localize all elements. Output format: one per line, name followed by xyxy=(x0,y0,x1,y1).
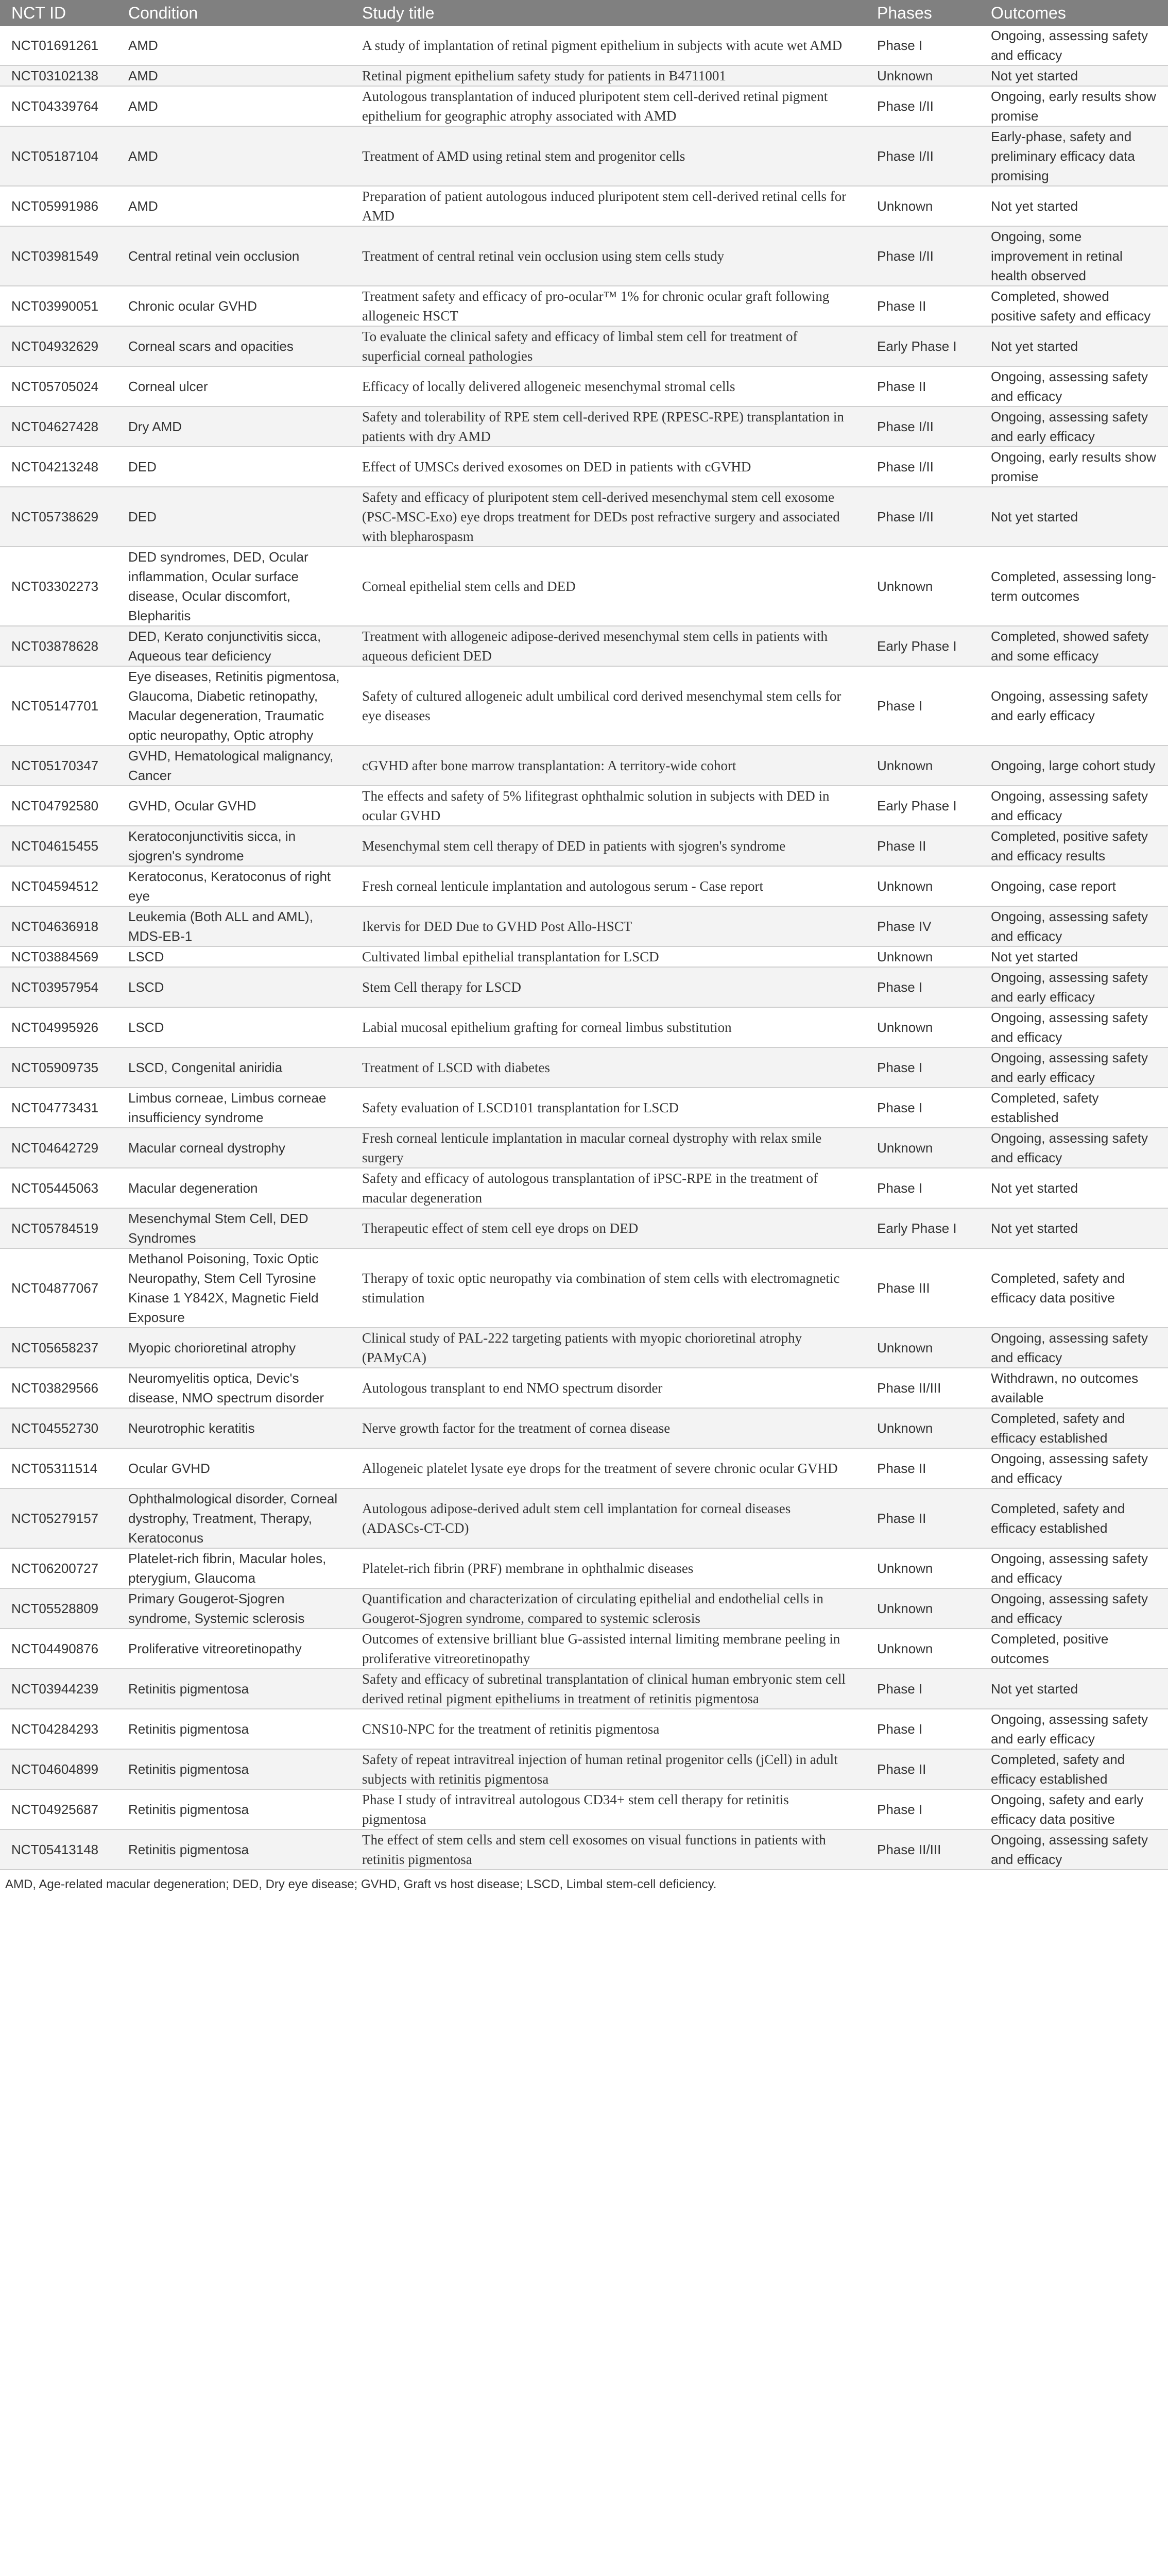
cell-study-title: Safety of cultured allogeneic adult umbilical cord derived mesenchymal stem cells for eye diseases xyxy=(351,666,866,745)
cell-nct-id: NCT05705024 xyxy=(0,366,117,406)
table-row xyxy=(0,1168,1168,1208)
cell-condition: Retinitis pigmentosa xyxy=(117,1749,351,1789)
cell-study-title: Effect of UMSCs derived exosomes on DED in patients with cGVHD xyxy=(351,447,866,487)
cell-outcomes: Completed, showed safety and some efficacy xyxy=(980,626,1168,666)
cell-condition: Neuromyelitis optica, Devic's disease, NMO spectrum disorder xyxy=(117,1368,351,1408)
cell-condition: Corneal ulcer xyxy=(117,366,351,406)
cell-study-title: Safety of repeat intravitreal injection of human retinal progenitor cells (jCell) in adult subjects with retinitis pigmentosa xyxy=(351,1749,866,1789)
cell-condition: Dry AMD xyxy=(117,406,351,447)
table-row xyxy=(0,186,1168,226)
cell-nct-id: NCT05738629 xyxy=(0,487,117,547)
cell-study-title: Treatment of AMD using retinal stem and progenitor cells xyxy=(351,126,866,186)
cell-outcomes: Ongoing, early results show promise xyxy=(980,86,1168,126)
cell-outcomes: Not yet started xyxy=(980,1669,1168,1709)
cell-outcomes: Completed, safety and efficacy established xyxy=(980,1408,1168,1448)
cell-condition: GVHD, Hematological malignancy, Cancer xyxy=(117,745,351,786)
cell-phases: Phase II xyxy=(866,286,980,326)
table-row xyxy=(0,1448,1168,1488)
table-row xyxy=(0,447,1168,487)
cell-condition: Mesenchymal Stem Cell, DED Syndromes xyxy=(117,1208,351,1248)
cell-study-title: cGVHD after bone marrow transplantation: A territory-wide cohort xyxy=(351,745,866,786)
cell-study-title: Therapeutic effect of stem cell eye drops on DED xyxy=(351,1208,866,1248)
header-phases: Phases xyxy=(866,0,980,26)
cell-outcomes: Ongoing, assessing safety and efficacy xyxy=(980,366,1168,406)
cell-nct-id: NCT04552730 xyxy=(0,1408,117,1448)
cell-outcomes: Ongoing, assessing safety and early efficacy xyxy=(980,1709,1168,1749)
cell-outcomes: Not yet started xyxy=(980,487,1168,547)
cell-outcomes: Ongoing, early results show promise xyxy=(980,447,1168,487)
cell-condition: Myopic chorioretinal atrophy xyxy=(117,1328,351,1368)
cell-phases: Phase I/II xyxy=(866,86,980,126)
cell-outcomes: Not yet started xyxy=(980,186,1168,226)
cell-study-title: Retinal pigment epithelium safety study for patients in B4711001 xyxy=(351,65,866,86)
cell-study-title: Treatment of LSCD with diabetes xyxy=(351,1047,866,1088)
cell-phases: Phase II xyxy=(866,1488,980,1548)
cell-condition: LSCD, Congenital aniridia xyxy=(117,1047,351,1088)
table-row xyxy=(0,1669,1168,1709)
cell-nct-id: NCT03102138 xyxy=(0,65,117,86)
cell-study-title: Treatment of central retinal vein occlusion using stem cells study xyxy=(351,226,866,286)
cell-study-title: A study of implantation of retinal pigment epithelium in subjects with acute wet AMD xyxy=(351,26,866,65)
cell-outcomes: Completed, positive outcomes xyxy=(980,1629,1168,1669)
cell-phases: Phase I xyxy=(866,1709,980,1749)
table-row xyxy=(0,626,1168,666)
cell-phases: Phase I xyxy=(866,26,980,65)
table-row xyxy=(0,786,1168,826)
table-row xyxy=(0,1208,1168,1248)
table-row xyxy=(0,1128,1168,1168)
cell-nct-id: NCT04642729 xyxy=(0,1128,117,1168)
cell-condition: LSCD xyxy=(117,946,351,967)
cell-nct-id: NCT05991986 xyxy=(0,186,117,226)
cell-outcomes: Completed, safety established xyxy=(980,1088,1168,1128)
cell-phases: Phase I/II xyxy=(866,226,980,286)
cell-nct-id: NCT03981549 xyxy=(0,226,117,286)
cell-nct-id: NCT03944239 xyxy=(0,1669,117,1709)
cell-study-title: Mesenchymal stem cell therapy of DED in patients with sjogren's syndrome xyxy=(351,826,866,866)
cell-condition: Keratoconjunctivitis sicca, in sjogren's syndrome xyxy=(117,826,351,866)
cell-outcomes: Not yet started xyxy=(980,1168,1168,1208)
cell-nct-id: NCT05658237 xyxy=(0,1328,117,1368)
table-row xyxy=(0,946,1168,967)
header-nct-id: NCT ID xyxy=(0,0,117,26)
cell-outcomes: Ongoing, assessing safety and early efficacy xyxy=(980,1047,1168,1088)
cell-outcomes: Ongoing, assessing safety and efficacy xyxy=(980,26,1168,65)
cell-phases: Unknown xyxy=(866,946,980,967)
cell-condition: Retinitis pigmentosa xyxy=(117,1669,351,1709)
table-header xyxy=(0,0,1168,26)
cell-study-title: The effects and safety of 5% lifitegrast ophthalmic solution in subjects with DED in ocular GVHD xyxy=(351,786,866,826)
table-row xyxy=(0,26,1168,65)
cell-nct-id: NCT05187104 xyxy=(0,126,117,186)
cell-condition: Chronic ocular GVHD xyxy=(117,286,351,326)
cell-outcomes: Ongoing, case report xyxy=(980,866,1168,906)
table-row xyxy=(0,1588,1168,1629)
cell-condition: Methanol Poisoning, Toxic Optic Neuropathy, Stem Cell Tyrosine Kinase 1 Y842X, Magnetic Field Exposure xyxy=(117,1248,351,1328)
cell-outcomes: Ongoing, safety and early efficacy data positive xyxy=(980,1789,1168,1829)
cell-condition: AMD xyxy=(117,86,351,126)
cell-condition: DED xyxy=(117,487,351,547)
table-row xyxy=(0,1629,1168,1669)
cell-phases: Unknown xyxy=(866,547,980,626)
cell-condition: Leukemia (Both ALL and AML), MDS-EB-1 xyxy=(117,906,351,946)
cell-outcomes: Ongoing, some improvement in retinal health observed xyxy=(980,226,1168,286)
cell-phases: Phase I/II xyxy=(866,406,980,447)
cell-condition: Retinitis pigmentosa xyxy=(117,1709,351,1749)
cell-study-title: Platelet-rich fibrin (PRF) membrane in ophthalmic diseases xyxy=(351,1548,866,1588)
cell-nct-id: NCT05311514 xyxy=(0,1448,117,1488)
cell-nct-id: NCT03302273 xyxy=(0,547,117,626)
cell-study-title: Stem Cell therapy for LSCD xyxy=(351,967,866,1007)
cell-study-title: Quantification and characterization of circulating epithelial and endothelial cells in Gougerot-Sjogren syndrome, compared to systemic sclerosis xyxy=(351,1588,866,1629)
cell-phases: Phase II xyxy=(866,826,980,866)
table-row xyxy=(0,1088,1168,1128)
header-study-title: Study title xyxy=(351,0,866,26)
cell-study-title: Fresh corneal lenticule implantation in macular corneal dystrophy with relax smile surgery xyxy=(351,1128,866,1168)
cell-phases: Unknown xyxy=(866,1007,980,1047)
cell-study-title: Safety and efficacy of subretinal transplantation of clinical human embryonic stem cell derived retinal pigment epitheliums in treatment of retinitis pigmentosa xyxy=(351,1669,866,1709)
cell-nct-id: NCT04773431 xyxy=(0,1088,117,1128)
cell-nct-id: NCT03878628 xyxy=(0,626,117,666)
cell-study-title: Safety and efficacy of pluripotent stem cell-derived mesenchymal stem cell exosome (PSC-MSC-Exo) eye drops treatment for DEDs post refractive surgery and associated with blepharospasm xyxy=(351,487,866,547)
cell-outcomes: Ongoing, assessing safety and efficacy xyxy=(980,1829,1168,1870)
table-row xyxy=(0,326,1168,366)
cell-phases: Phase II xyxy=(866,1448,980,1488)
cell-outcomes: Not yet started xyxy=(980,326,1168,366)
cell-nct-id: NCT03957954 xyxy=(0,967,117,1007)
cell-outcomes: Completed, safety and efficacy established xyxy=(980,1749,1168,1789)
cell-condition: GVHD, Ocular GVHD xyxy=(117,786,351,826)
table-row xyxy=(0,866,1168,906)
cell-nct-id: NCT03990051 xyxy=(0,286,117,326)
cell-phases: Phase I xyxy=(866,1088,980,1128)
cell-study-title: Safety and efficacy of autologous transplantation of iPSC-RPE in the treatment of macular degeneration xyxy=(351,1168,866,1208)
cell-outcomes: Ongoing, assessing safety and efficacy xyxy=(980,1328,1168,1368)
cell-outcomes: Ongoing, assessing safety and efficacy xyxy=(980,1548,1168,1588)
cell-outcomes: Not yet started xyxy=(980,1208,1168,1248)
cell-study-title: To evaluate the clinical safety and efficacy of limbal stem cell for treatment of superficial corneal pathologies xyxy=(351,326,866,366)
cell-nct-id: NCT05784519 xyxy=(0,1208,117,1248)
cell-study-title: Fresh corneal lenticule implantation and autologous serum - Case report xyxy=(351,866,866,906)
cell-nct-id: NCT04284293 xyxy=(0,1709,117,1749)
cell-condition: AMD xyxy=(117,126,351,186)
cell-study-title: The effect of stem cells and stem cell exosomes on visual functions in patients with retinitis pigmentosa xyxy=(351,1829,866,1870)
cell-nct-id: NCT04615455 xyxy=(0,826,117,866)
cell-condition: Limbus corneae, Limbus corneae insufficiency syndrome xyxy=(117,1088,351,1128)
table-row xyxy=(0,226,1168,286)
cell-nct-id: NCT04932629 xyxy=(0,326,117,366)
table-row xyxy=(0,547,1168,626)
cell-condition: AMD xyxy=(117,26,351,65)
table-row xyxy=(0,1408,1168,1448)
table-row xyxy=(0,1328,1168,1368)
cell-outcomes: Completed, assessing long-term outcomes xyxy=(980,547,1168,626)
cell-phases: Phase IV xyxy=(866,906,980,946)
cell-nct-id: NCT04877067 xyxy=(0,1248,117,1328)
cell-phases: Phase II xyxy=(866,366,980,406)
cell-phases: Unknown xyxy=(866,65,980,86)
cell-nct-id: NCT05279157 xyxy=(0,1488,117,1548)
cell-nct-id: NCT04995926 xyxy=(0,1007,117,1047)
cell-phases: Unknown xyxy=(866,186,980,226)
cell-nct-id: NCT04627428 xyxy=(0,406,117,447)
cell-condition: Neurotrophic keratitis xyxy=(117,1408,351,1448)
cell-outcomes: Completed, showed positive safety and efficacy xyxy=(980,286,1168,326)
cell-nct-id: NCT04604899 xyxy=(0,1749,117,1789)
cell-nct-id: NCT05909735 xyxy=(0,1047,117,1088)
cell-phases: Phase I xyxy=(866,967,980,1007)
cell-nct-id: NCT04213248 xyxy=(0,447,117,487)
cell-condition: Retinitis pigmentosa xyxy=(117,1789,351,1829)
cell-condition: LSCD xyxy=(117,1007,351,1047)
cell-nct-id: NCT05528809 xyxy=(0,1588,117,1629)
cell-study-title: Autologous transplant to end NMO spectrum disorder xyxy=(351,1368,866,1408)
cell-condition: AMD xyxy=(117,65,351,86)
table-row xyxy=(0,826,1168,866)
table-row xyxy=(0,487,1168,547)
cell-nct-id: NCT04490876 xyxy=(0,1629,117,1669)
cell-phases: Early Phase I xyxy=(866,786,980,826)
cell-phases: Early Phase I xyxy=(866,326,980,366)
cell-study-title: Safety and tolerability of RPE stem cell-derived RPE (RPESC-RPE) transplantation in patients with dry AMD xyxy=(351,406,866,447)
table-row xyxy=(0,1248,1168,1328)
cell-outcomes: Completed, positive safety and efficacy results xyxy=(980,826,1168,866)
header-condition: Condition xyxy=(117,0,351,26)
cell-study-title: Allogeneic platelet lysate eye drops for the treatment of severe chronic ocular GVHD xyxy=(351,1448,866,1488)
cell-condition: Corneal scars and opacities xyxy=(117,326,351,366)
cell-condition: Primary Gougerot-Sjogren syndrome, Systemic sclerosis xyxy=(117,1588,351,1629)
cell-condition: LSCD xyxy=(117,967,351,1007)
table-row xyxy=(0,1368,1168,1408)
cell-condition: DED xyxy=(117,447,351,487)
cell-nct-id: NCT03884569 xyxy=(0,946,117,967)
cell-outcomes: Ongoing, assessing safety and efficacy xyxy=(980,1448,1168,1488)
table-body xyxy=(0,26,1168,1870)
cell-outcomes: Completed, safety and efficacy established xyxy=(980,1488,1168,1548)
cell-nct-id: NCT03829566 xyxy=(0,1368,117,1408)
header-outcomes: Outcomes xyxy=(980,0,1168,26)
cell-condition: AMD xyxy=(117,186,351,226)
cell-study-title: Treatment with allogeneic adipose-derived mesenchymal stem cells in patients with aqueous deficient DED xyxy=(351,626,866,666)
cell-phases: Early Phase I xyxy=(866,626,980,666)
cell-outcomes: Ongoing, large cohort study xyxy=(980,745,1168,786)
cell-study-title: Clinical study of PAL-222 targeting patients with myopic chorioretinal atrophy (PAMyCA) xyxy=(351,1328,866,1368)
cell-condition: Retinitis pigmentosa xyxy=(117,1829,351,1870)
table-row xyxy=(0,1548,1168,1588)
cell-phases: Unknown xyxy=(866,1629,980,1669)
cell-condition: DED, Kerato conjunctivitis sicca, Aqueous tear deficiency xyxy=(117,626,351,666)
table-row xyxy=(0,1829,1168,1870)
cell-study-title: CNS10-NPC for the treatment of retinitis pigmentosa xyxy=(351,1709,866,1749)
cell-study-title: Autologous transplantation of induced pluripotent stem cell-derived retinal pigment epithelium for geographic atrophy associated with AMD xyxy=(351,86,866,126)
cell-study-title: Cultivated limbal epithelial transplantation for LSCD xyxy=(351,946,866,967)
table-row xyxy=(0,1709,1168,1749)
cell-phases: Unknown xyxy=(866,866,980,906)
cell-nct-id: NCT04925687 xyxy=(0,1789,117,1829)
cell-phases: Phase I xyxy=(866,1669,980,1709)
cell-phases: Phase I xyxy=(866,1789,980,1829)
cell-condition: Proliferative vitreoretinopathy xyxy=(117,1629,351,1669)
table-row xyxy=(0,1488,1168,1548)
cell-study-title: Corneal epithelial stem cells and DED xyxy=(351,547,866,626)
cell-outcomes: Completed, safety and efficacy data positive xyxy=(980,1248,1168,1328)
cell-study-title: Ikervis for DED Due to GVHD Post Allo-HSCT xyxy=(351,906,866,946)
cell-study-title: Nerve growth factor for the treatment of cornea disease xyxy=(351,1408,866,1448)
cell-outcomes: Ongoing, assessing safety and early efficacy xyxy=(980,967,1168,1007)
cell-phases: Phase I xyxy=(866,1168,980,1208)
cell-nct-id: NCT04636918 xyxy=(0,906,117,946)
cell-phases: Phase I/II xyxy=(866,126,980,186)
header-row xyxy=(0,0,1168,26)
cell-phases: Phase I xyxy=(866,1047,980,1088)
cell-phases: Phase I/II xyxy=(866,447,980,487)
cell-phases: Unknown xyxy=(866,1408,980,1448)
cell-condition: Ocular GVHD xyxy=(117,1448,351,1488)
cell-nct-id: NCT05170347 xyxy=(0,745,117,786)
cell-study-title: Labial mucosal epithelium grafting for corneal limbus substitution xyxy=(351,1007,866,1047)
cell-phases: Phase I xyxy=(866,666,980,745)
table-row xyxy=(0,65,1168,86)
table-row xyxy=(0,666,1168,745)
table-row xyxy=(0,1047,1168,1088)
cell-outcomes: Withdrawn, no outcomes available xyxy=(980,1368,1168,1408)
cell-nct-id: NCT05445063 xyxy=(0,1168,117,1208)
cell-study-title: Autologous adipose-derived adult stem cell implantation for corneal diseases (ADASCs-CT-CD) xyxy=(351,1488,866,1548)
table-row xyxy=(0,1789,1168,1829)
table-row xyxy=(0,406,1168,447)
cell-outcomes: Early-phase, safety and preliminary efficacy data promising xyxy=(980,126,1168,186)
cell-condition: Ophthalmological disorder, Corneal dystrophy, Treatment, Therapy, Keratoconus xyxy=(117,1488,351,1548)
table-row xyxy=(0,745,1168,786)
cell-outcomes: Not yet started xyxy=(980,65,1168,86)
cell-phases: Unknown xyxy=(866,745,980,786)
cell-condition: DED syndromes, DED, Ocular inflammation, Ocular surface disease, Ocular discomfort, Blepharitis xyxy=(117,547,351,626)
cell-phases: Phase III xyxy=(866,1248,980,1328)
cell-condition: Central retinal vein occlusion xyxy=(117,226,351,286)
cell-condition: Platelet-rich fibrin, Macular holes, pterygium, Glaucoma xyxy=(117,1548,351,1588)
cell-phases: Phase II/III xyxy=(866,1829,980,1870)
table-row xyxy=(0,1007,1168,1047)
cell-study-title: Safety evaluation of LSCD101 transplantation for LSCD xyxy=(351,1088,866,1128)
cell-phases: Early Phase I xyxy=(866,1208,980,1248)
cell-outcomes: Ongoing, assessing safety and early efficacy xyxy=(980,666,1168,745)
table-row xyxy=(0,86,1168,126)
cell-outcomes: Ongoing, assessing safety and early efficacy xyxy=(980,406,1168,447)
cell-study-title: Therapy of toxic optic neuropathy via combination of stem cells with electromagnetic stimulation xyxy=(351,1248,866,1328)
cell-outcomes: Ongoing, assessing safety and efficacy xyxy=(980,1007,1168,1047)
cell-nct-id: NCT04792580 xyxy=(0,786,117,826)
cell-study-title: Outcomes of extensive brilliant blue G-assisted internal limiting membrane peeling in proliferative vitreoretinopathy xyxy=(351,1629,866,1669)
cell-phases: Phase II xyxy=(866,1749,980,1789)
cell-study-title: Phase I study of intravitreal autologous CD34+ stem cell therapy for retinitis pigmentosa xyxy=(351,1789,866,1829)
cell-outcomes: Ongoing, assessing safety and efficacy xyxy=(980,786,1168,826)
cell-nct-id: NCT01691261 xyxy=(0,26,117,65)
cell-nct-id: NCT06200727 xyxy=(0,1548,117,1588)
cell-phases: Unknown xyxy=(866,1128,980,1168)
cell-nct-id: NCT05147701 xyxy=(0,666,117,745)
cell-nct-id: NCT04594512 xyxy=(0,866,117,906)
cell-study-title: Preparation of patient autologous induced pluripotent stem cell-derived retinal cells for AMD xyxy=(351,186,866,226)
cell-nct-id: NCT04339764 xyxy=(0,86,117,126)
cell-condition: Eye diseases, Retinitis pigmentosa, Glaucoma, Diabetic retinopathy, Macular degeneration, Traumatic optic neuropathy, Optic atrophy xyxy=(117,666,351,745)
cell-outcomes: Ongoing, assessing safety and efficacy xyxy=(980,906,1168,946)
cell-phases: Unknown xyxy=(866,1588,980,1629)
cell-outcomes: Ongoing, assessing safety and efficacy xyxy=(980,1128,1168,1168)
table-row xyxy=(0,906,1168,946)
table-footnote: AMD, Age-related macular degeneration; DED, Dry eye disease; GVHD, Graft vs host disease; LSCD, Limbal stem-cell deficiency. xyxy=(5,1877,717,1891)
cell-study-title: Treatment safety and efficacy of pro-ocular™ 1% for chronic ocular graft following allogeneic HSCT xyxy=(351,286,866,326)
cell-outcomes: Ongoing, assessing safety and efficacy xyxy=(980,1588,1168,1629)
cell-phases: Phase II/III xyxy=(866,1368,980,1408)
table-row xyxy=(0,366,1168,406)
cell-study-title: Efficacy of locally delivered allogeneic mesenchymal stromal cells xyxy=(351,366,866,406)
cell-nct-id: NCT05413148 xyxy=(0,1829,117,1870)
cell-condition: Keratoconus, Keratoconus of right eye xyxy=(117,866,351,906)
cell-condition: Macular corneal dystrophy xyxy=(117,1128,351,1168)
cell-outcomes: Not yet started xyxy=(980,946,1168,967)
table-row xyxy=(0,126,1168,186)
cell-phases: Phase I/II xyxy=(866,487,980,547)
cell-phases: Unknown xyxy=(866,1548,980,1588)
table-row xyxy=(0,967,1168,1007)
cell-condition: Macular degeneration xyxy=(117,1168,351,1208)
table-row xyxy=(0,286,1168,326)
table-row xyxy=(0,1749,1168,1789)
cell-phases: Unknown xyxy=(866,1328,980,1368)
